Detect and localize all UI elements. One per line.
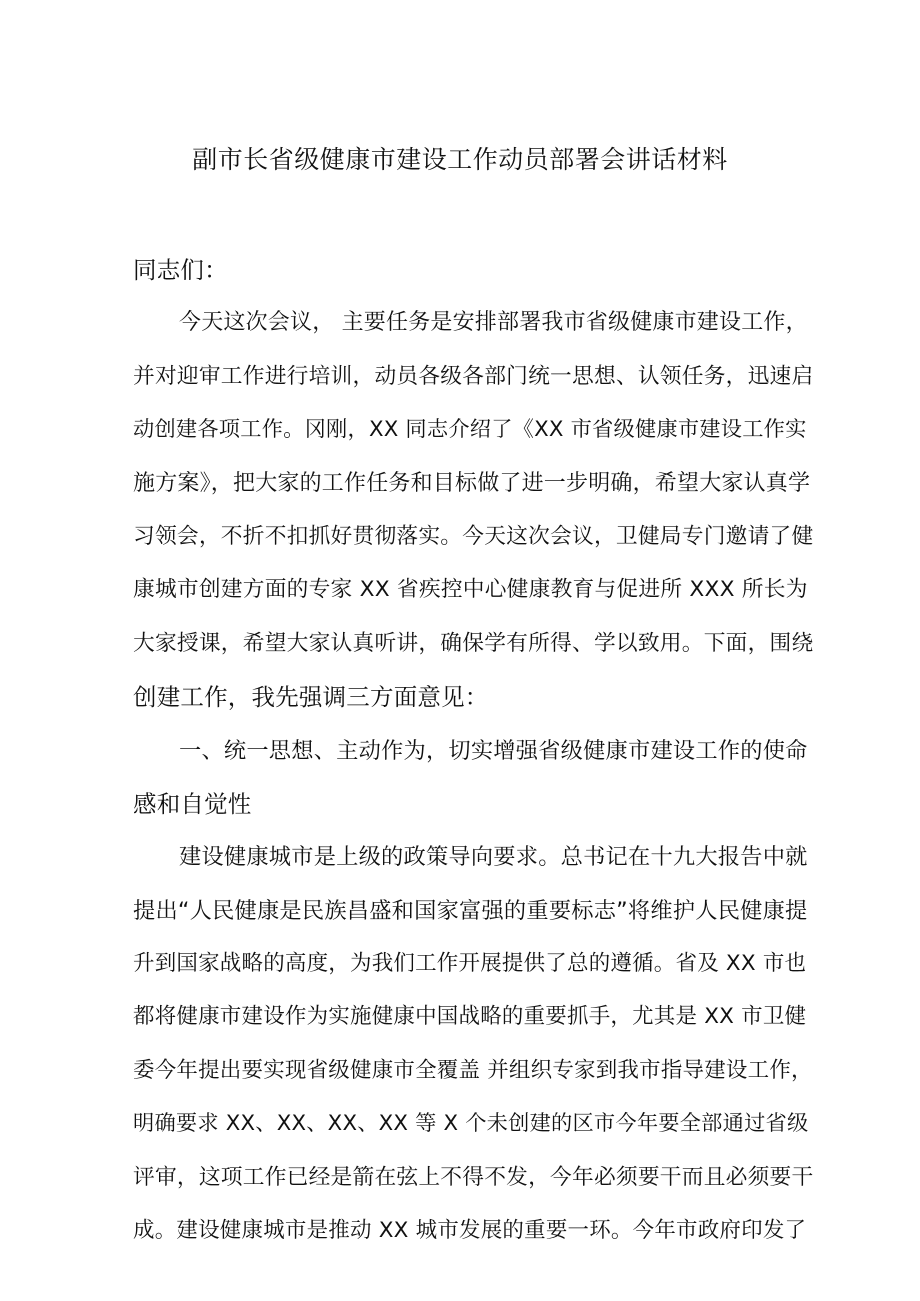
text-line: 升到国家战略的高度，为我们工作开展提供了总的遵循。省及 XX 市也 bbox=[133, 951, 807, 977]
text-line: 评审，这项工作已经是箭在弦上不得不发，今年必须要干而且必须要干 bbox=[133, 1164, 814, 1190]
document-body bbox=[133, 250, 813, 1264]
text-line: 并对迎审工作进行培训，动员各级各部门统一思想、认领任务，迅速启 bbox=[133, 363, 814, 389]
text-line: 建设健康城市是上级的政策导向要求。总书记在十九大报告中就 bbox=[179, 844, 808, 871]
text-line: 创建工作，我先强调三方面意见： bbox=[133, 683, 489, 712]
document-title: 副市长省级健康市建设工作动员部署会讲话材料 bbox=[192, 145, 728, 174]
text-line: 康城市创建方面的专家 XX 省疾控中心健康教育与促进所 XXX 所长为 bbox=[133, 577, 808, 603]
text-line: 明确要求 XX、XX、XX、XX 等 X 个未创建的区市今年要全部通过省级 bbox=[133, 1111, 809, 1137]
text-line: 感和自觉性 bbox=[133, 789, 252, 818]
text-line: 大家授课，希望大家认真听讲，确保学有所得、学以致用。下面，围绕 bbox=[133, 630, 814, 656]
text-line: 今天这次会议， 主要任务是安排部署我市省级健康市建设工作， bbox=[179, 310, 808, 336]
text-line: 成。建设健康城市是推动 XX 城市发展的重要一环。今年市政府印发了 bbox=[133, 1218, 807, 1244]
text-line: 提出“人民健康是民族昌盛和国家富强的重要标志”将维护人民健康提 bbox=[133, 897, 808, 924]
text-line: 同志们： bbox=[133, 256, 228, 284]
text-line: 一、统一思想、主动作为，切实增强省级健康市建设工作的使命 bbox=[179, 737, 808, 764]
text-line: 委今年提出要实现省级健康市全覆盖 并组织专家到我市指导建设工作， bbox=[133, 1057, 813, 1083]
text-line: 施方案》，把大家的工作任务和目标做了进一步明确，希望大家认真学 bbox=[133, 470, 811, 496]
text-line: 动创建各项工作。冈刚，XX 同志介绍了《XX 市省级健康市建设工作实 bbox=[133, 417, 807, 443]
text-line: 习领会，不折不扣抓好贯彻落实。今天这次会议，卫健局专门邀请了健 bbox=[133, 523, 814, 549]
text-line: 都将健康市建设作为实施健康中国战略的重要抓手，尤其是 XX 市卫健 bbox=[133, 1004, 807, 1030]
